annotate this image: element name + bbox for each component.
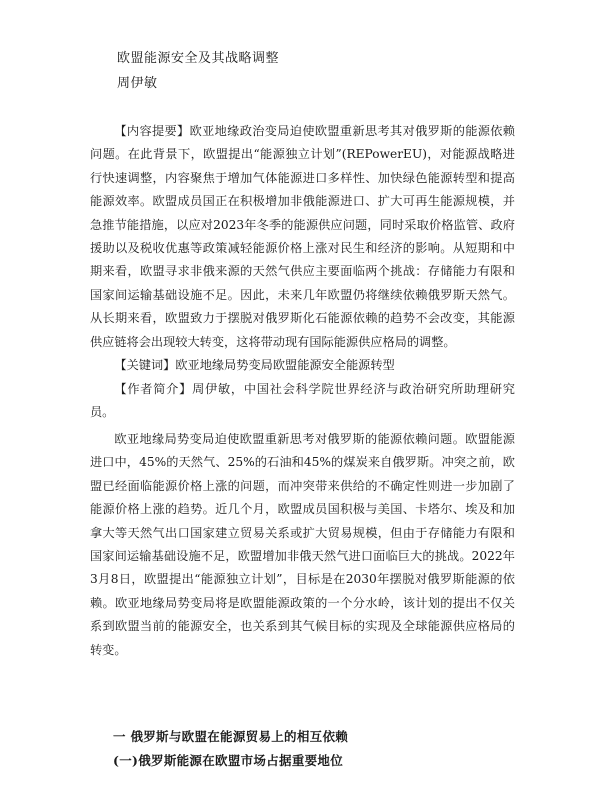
author-intro-line: 【作者简介】周伊敏，中国社会科学院世界经济与政治研究所助理研究员。: [90, 382, 515, 420]
keywords-line: 【关键词】欧亚地缘局势变局欧盟能源安全能源转型: [114, 358, 395, 372]
abstract-paragraph: 【内容提要】欧亚地缘政治变局迫使欧盟重新思考其对俄罗斯的能源依赖问题。在此背景下，欧盟提出“能源独立计划”(REPowerEU)，对能源战略进行快速调整，内容聚焦于增加气体能源进口多样性、加快绿色能源转型和提高能源效率。欧盟成员国正在积极增加非俄能源进口、扩大可再生能源规模，并急推节能措施，以应对2023年冬季的能源供应问题，同时采取价格监管、政府援助以及税收优惠等政策减轻能源价格上涨对民生和经济的影响。从短期和中期来看，欧盟寻求非俄来源的天然气供应主要面临两个挑战：存储能力有限和国家间运输基础设施不足。因此，未来几年欧盟仍将继续依赖俄罗斯天然气。从长期来看，欧盟致力于摆脱对俄罗斯化石能源依赖的趋势不会改变，其能源供应链将会出现较大转变，这将带动现有国际能源供应格局的调整。: [90, 124, 515, 349]
body-paragraph: 欧亚地缘局势变局迫使欧盟重新思考对俄罗斯的能源依赖问题。欧盟能源进口中，45%的天然气、25%的石油和45%的煤炭来自俄罗斯。冲突之前，欧盟已经面临能源价格上涨的问题，而冲突带来供给的不确定性则进一步加剧了能源价格上涨的趋势。近几个月，欧盟成员国积极与美国、卡塔尔、埃及和加拿大等天然气出口国家建立贸易关系或扩大贸易规模，但由于存储能力有限和国家间运输基础设施不足，欧盟增加非俄天然气进口面临巨大的挑战。2022年3月8日，欧盟提出“能源独立计划”，目标是在2030年摆脱对俄罗斯能源的依赖。欧亚地缘局势变局将是欧盟能源政策的一个分水岭，该计划的提出不仅关系到欧盟当前的能源安全，也关系到其气候目标的实现及全球能源供应格局的转变。: [90, 432, 515, 657]
section-heading: 一 俄罗斯与欧盟在能源贸易上的相互依赖: [113, 729, 349, 744]
subsection-heading: (一)俄罗斯能源在欧盟市场占据重要地位: [113, 753, 344, 768]
paper-author: 周伊敏: [117, 76, 158, 91]
paper-title: 欧盟能源安全及其战略调整: [117, 51, 280, 66]
